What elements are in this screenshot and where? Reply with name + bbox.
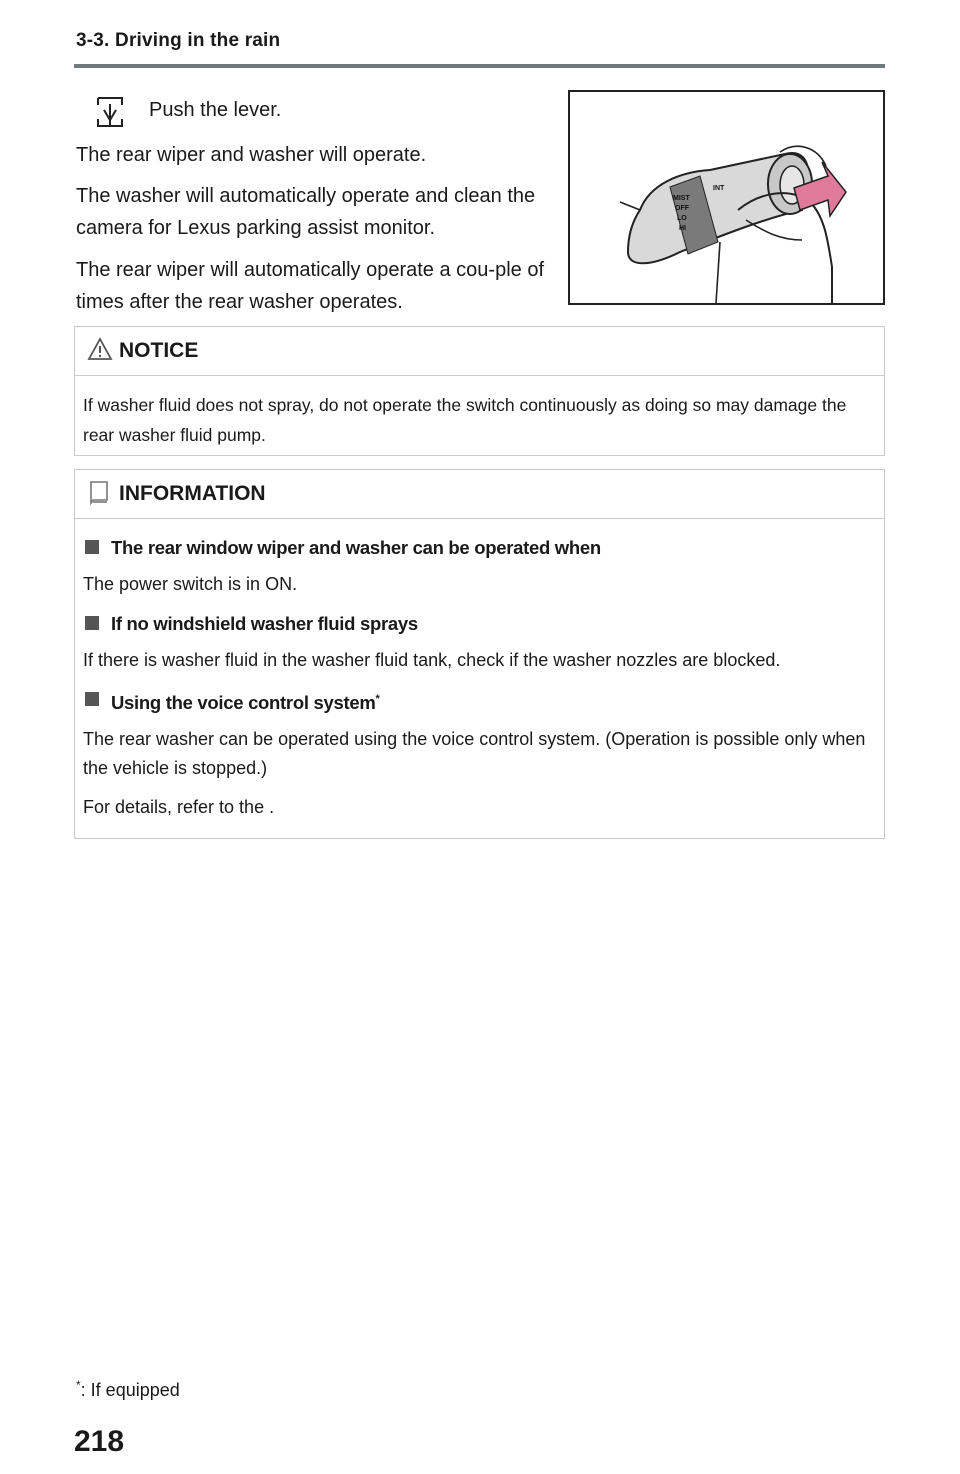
switch-label-int: INT xyxy=(713,185,725,192)
notice-title: NOTICE xyxy=(119,339,199,362)
information-box xyxy=(74,469,885,839)
information-body xyxy=(75,519,884,840)
info-paragraph: The rear washer can be operated using the voice control system. (Operation is possible only when the vehicle is stopped.) xyxy=(83,729,866,779)
footnote-mark: * xyxy=(76,1378,81,1392)
body-paragraph-2: The washer will automatically operate and clean the camera for Lexus parking assist monitor. xyxy=(76,185,536,239)
header-title: 3-3. Driving in the rain xyxy=(76,30,281,51)
step-icon xyxy=(96,96,124,130)
information-title: INFORMATION xyxy=(119,482,266,505)
notice-header xyxy=(75,327,884,376)
information-icon xyxy=(87,480,113,506)
info-subheading xyxy=(83,685,876,717)
footnote-marker: * xyxy=(375,693,380,705)
step-instruction: Push the lever. xyxy=(149,99,282,121)
info-paragraph: If there is washer fluid in the washer fluid tank, check if the washer nozzles are blocked. xyxy=(83,650,781,670)
info-subheading-text: If no windshield washer fluid sprays xyxy=(111,613,418,634)
square-bullet-icon xyxy=(85,540,99,554)
notice-text: If washer fluid does not spray, do not operate the switch continuously as doing so may damage the rear washer fluid pump. xyxy=(83,395,847,445)
switch-label-hi: HI xyxy=(679,225,686,232)
info-subheading-text xyxy=(111,685,379,717)
info-paragraph: The power switch is in ON. xyxy=(83,574,298,594)
switch-label-lo: LO xyxy=(677,215,687,222)
square-bullet-icon xyxy=(85,692,99,706)
notice-box xyxy=(74,326,885,456)
page-number: 218 xyxy=(74,1425,125,1458)
body-paragraph-3: The rear wiper will automatically operate a cou-ple of times after the rear washer operates. xyxy=(76,259,544,313)
information-header xyxy=(75,470,884,519)
info-subheading-text: The rear window wiper and washer can be operated when xyxy=(111,537,601,558)
header-rule xyxy=(74,64,885,68)
wiper-lever-illustration xyxy=(568,90,885,305)
info-subheading xyxy=(83,609,876,638)
info-subheading-label: Using the voice control system xyxy=(111,692,376,714)
info-paragraph: For details, refer to the . xyxy=(83,797,275,818)
footnote xyxy=(76,1378,180,1401)
warning-triangle-icon xyxy=(87,337,113,361)
square-bullet-icon xyxy=(85,616,99,630)
info-subheading xyxy=(83,533,876,562)
switch-label-off: OFF xyxy=(675,205,689,212)
footnote-text: : If equipped xyxy=(80,1380,180,1400)
body-paragraph-1: The rear wiper and washer will operate. xyxy=(76,144,427,166)
switch-label-mist: MIST xyxy=(673,195,690,202)
